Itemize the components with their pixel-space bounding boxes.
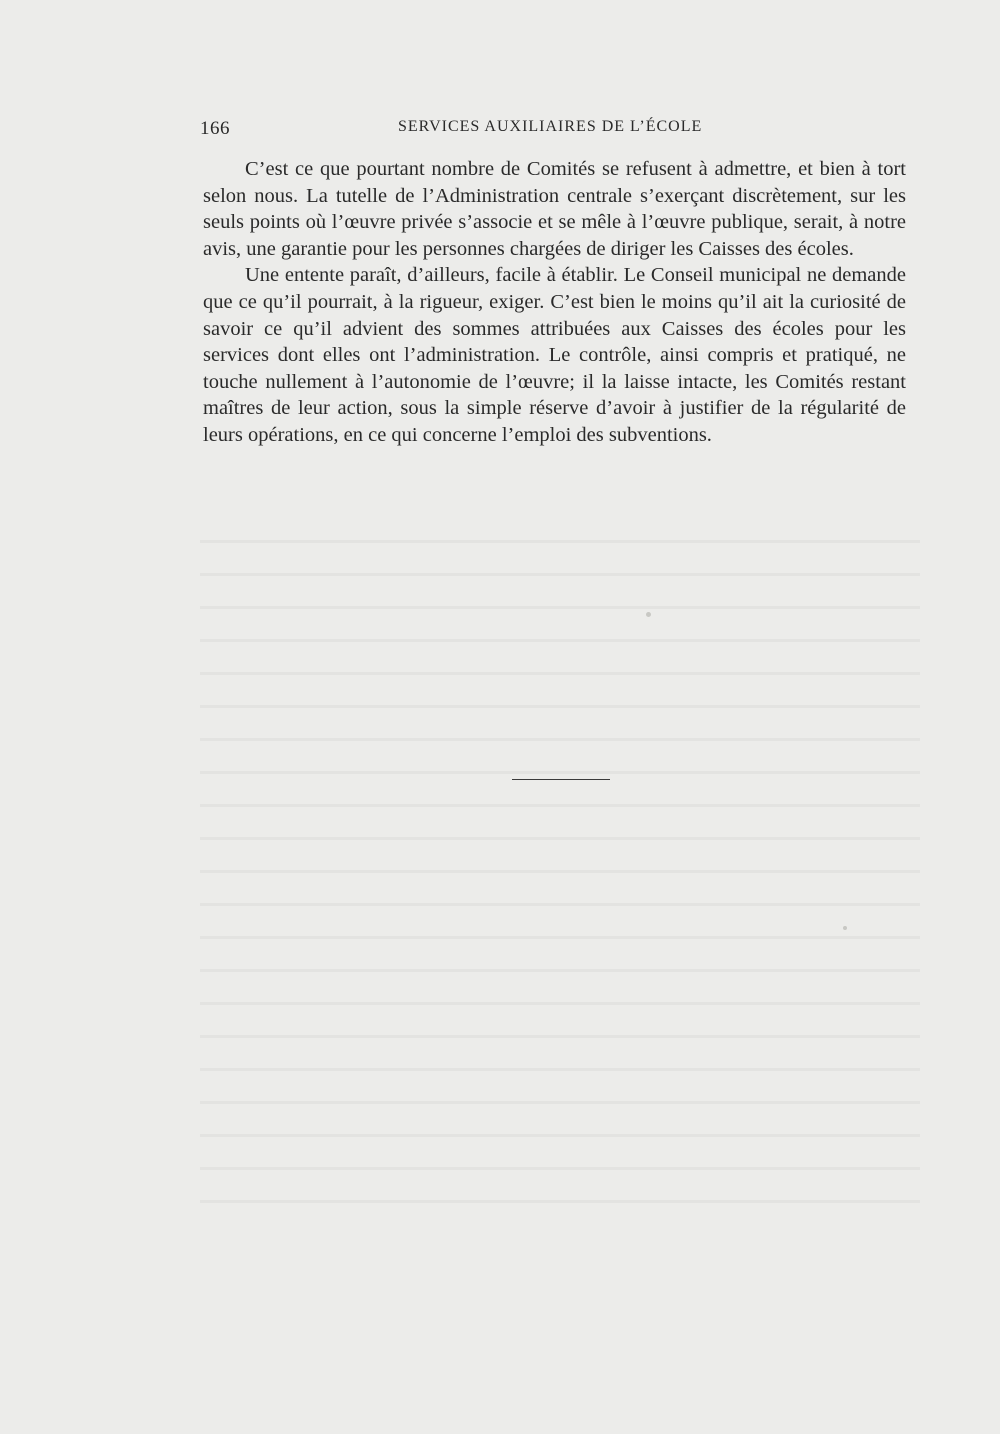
page-number: 166 [200,118,230,139]
running-title: SERVICES AUXILIAIRES DE L’ÉCOLE [398,118,703,135]
paragraph: C’est ce que pourtant nombre de Comités se refusent à admettre, et bien à tort selon nous. La tutelle de l’Administration centrale s’exerçant discrètement, sur les seuls points où l’œuvre privée s’associe et se mêle à l’œuvre publique, serait, à notre avis, une garantie pour les personnes chargées de diriger les Caisses des écoles. [203,158,906,260]
paragraph: Une entente paraît, d’ailleurs, facile à établir. Le Conseil municipal ne demande que ce qu’il pourrait, à la rigueur, exiger. C’est bien le moins qu’il ait la curiosité de savoir ce qu’il advient des sommes attribuées aux Caisses des écoles pour les services dont elles ont l’administration. Le contrôle, ainsi compris et pratiqué, ne touche nullement à l’autonomie de l’œuvre; il la laisse intacte, les Comités restant maîtres de leur action, sous la simple réserve d’avoir à justifier de la régularité de leurs opérations, en ce qui concerne l’emploi des subventions. [203,264,906,446]
running-head [200,118,906,142]
paper-speck [843,926,847,930]
section-separator-rule [512,779,610,780]
paper-show-through [200,520,920,1220]
body-text [203,156,906,449]
paper-speck [646,612,651,617]
